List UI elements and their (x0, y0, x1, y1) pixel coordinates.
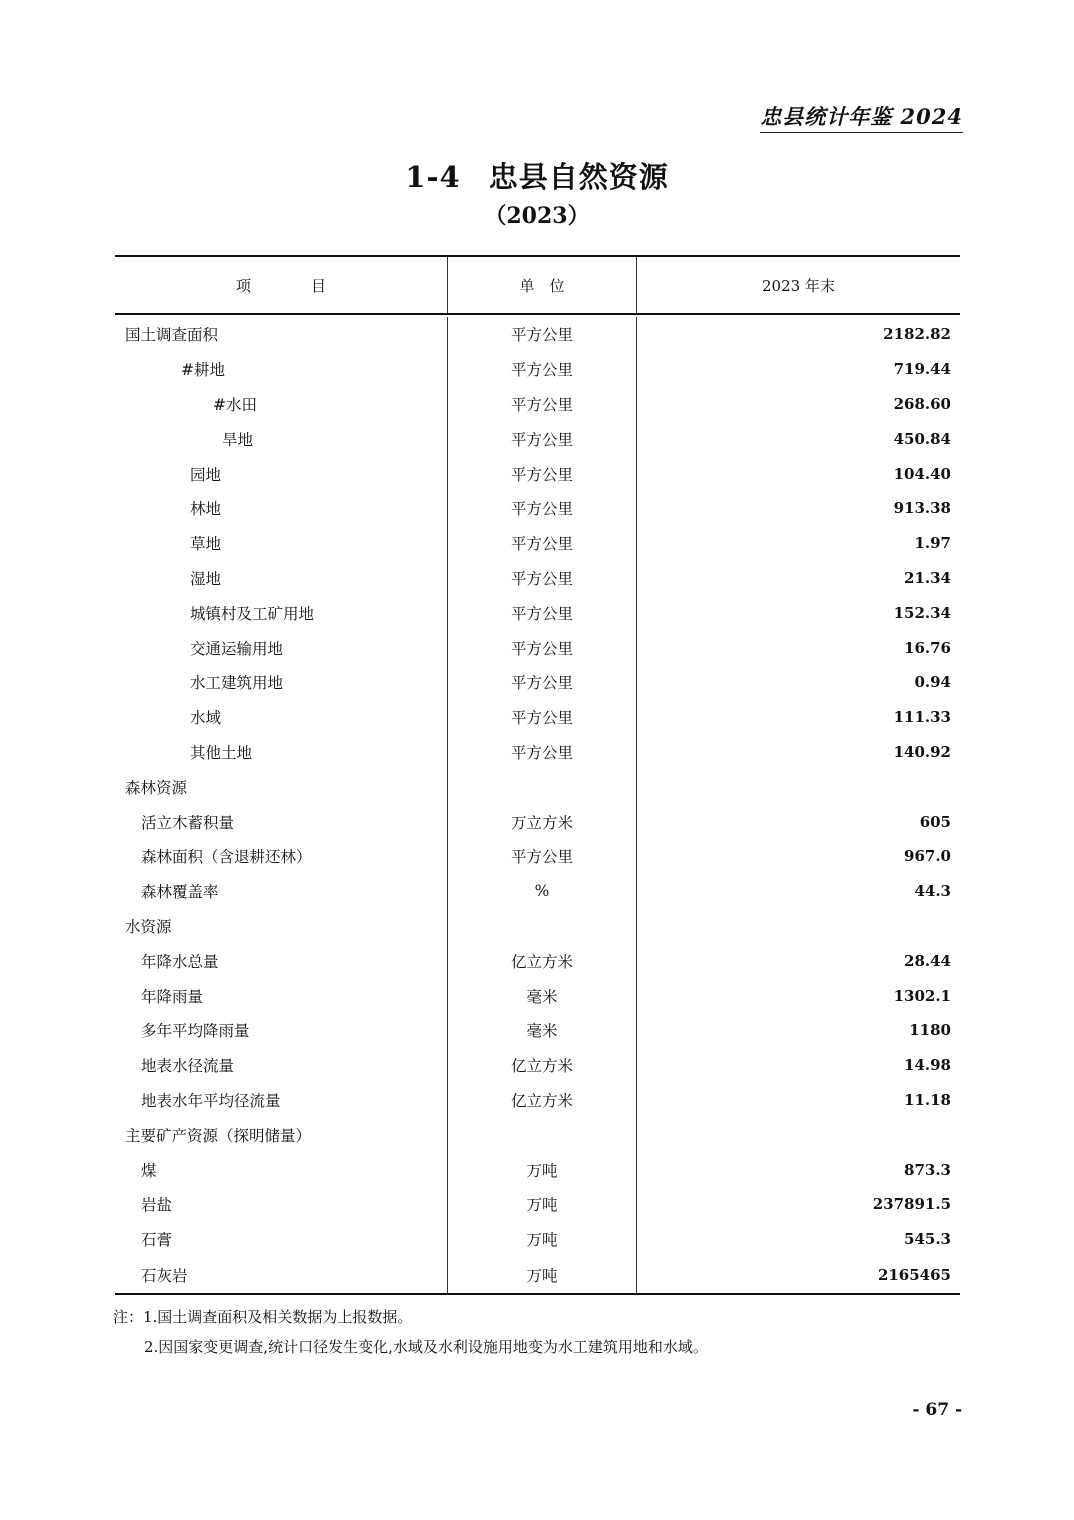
row-value: 967.0 (636, 839, 960, 874)
row-unit: 平方公里 (447, 700, 636, 735)
table-row (115, 1083, 960, 1118)
row-value (636, 1117, 960, 1152)
row-item: 石膏 (141, 1231, 173, 1250)
row-unit: 万立方米 (447, 804, 636, 839)
row-unit: 万吨 (447, 1187, 636, 1222)
table-title (0, 155, 1074, 196)
row-value: 104.40 (636, 456, 960, 491)
footnotes (113, 1302, 708, 1362)
row-value: 237891.5 (636, 1187, 960, 1222)
running-header: 忠县统计年鉴 2024 (760, 101, 963, 133)
row-item: 岩盐 (141, 1196, 173, 1215)
table-title-text: 忠县自然资源 (488, 160, 669, 194)
row-value: 44.3 (636, 874, 960, 909)
table-row (115, 561, 960, 596)
row-value: 111.33 (636, 700, 960, 735)
row-unit: % (447, 874, 636, 909)
row-unit: 平方公里 (447, 839, 636, 874)
table-subtitle: （2023） (484, 203, 590, 229)
row-value: 140.92 (636, 735, 960, 770)
row-item: 湿地 (190, 569, 222, 588)
row-value: 545.3 (636, 1222, 960, 1257)
row-value: 2165465 (636, 1257, 960, 1293)
row-value: 605 (636, 804, 960, 839)
footnote-2: 2.因国家变更调查,统计口径发生变化,水域及水利设施用地变为水工建筑用地和水域。 (144, 1338, 708, 1356)
row-unit: 平方公里 (447, 421, 636, 456)
row-item: 水工建筑用地 (190, 674, 284, 693)
row-item: 主要矿产资源（探明储量） (125, 1126, 312, 1145)
table-row (115, 700, 960, 735)
row-item: 水域 (190, 709, 222, 728)
row-unit: 平方公里 (447, 317, 636, 352)
row-unit: 平方公里 (447, 526, 636, 561)
row-unit: 万吨 (447, 1152, 636, 1187)
row-item: #水田 (213, 395, 257, 414)
row-unit: 平方公里 (447, 561, 636, 596)
row-item: 旱地 (222, 430, 254, 449)
row-item: 交通运输用地 (190, 639, 284, 658)
row-item: 森林面积（含退耕还林） (141, 848, 312, 867)
table-header-row (115, 257, 960, 315)
row-item: 地表水径流量 (141, 1057, 235, 1076)
table-row (115, 595, 960, 630)
row-unit: 平方公里 (447, 387, 636, 422)
row-item: 年降水总量 (141, 952, 219, 971)
table-row (115, 665, 960, 700)
row-item: 森林资源 (125, 778, 188, 797)
row-unit: 亿立方米 (447, 1048, 636, 1083)
row-item: 其他土地 (190, 743, 253, 762)
table-row (115, 387, 960, 422)
table-row (115, 1013, 960, 1048)
row-value: 152.34 (636, 595, 960, 630)
table-row (115, 526, 960, 561)
table-row (115, 978, 960, 1013)
row-value: 1302.1 (636, 978, 960, 1013)
header-unit: 单 位 (447, 257, 636, 313)
row-unit: 平方公里 (447, 491, 636, 526)
row-item: 地表水年平均径流量 (141, 1091, 281, 1110)
table-row (115, 1048, 960, 1083)
table-row (115, 804, 960, 839)
row-value: 873.3 (636, 1152, 960, 1187)
row-value: 14.98 (636, 1048, 960, 1083)
table-row (115, 456, 960, 491)
table-row (115, 352, 960, 387)
row-value: 28.44 (636, 943, 960, 978)
row-item: 林地 (190, 500, 222, 519)
table-row (115, 909, 960, 944)
row-value: 1180 (636, 1013, 960, 1048)
table-number: 1-4 (405, 160, 461, 194)
row-item: 园地 (190, 465, 222, 484)
row-value: 0.94 (636, 665, 960, 700)
row-unit: 毫米 (447, 1013, 636, 1048)
row-item: 城镇村及工矿用地 (190, 604, 315, 623)
row-value: 1.97 (636, 526, 960, 561)
row-item: 煤 (141, 1161, 157, 1180)
table-row (115, 1257, 960, 1293)
row-unit (447, 769, 636, 804)
row-unit: 平方公里 (447, 352, 636, 387)
row-value: 913.38 (636, 491, 960, 526)
row-unit: 亿立方米 (447, 943, 636, 978)
row-item: 石灰岩 (141, 1266, 188, 1285)
row-item: #耕地 (181, 361, 225, 380)
row-item: 活立木蓄积量 (141, 813, 235, 832)
table-row (115, 1117, 960, 1152)
table-row (115, 735, 960, 770)
row-unit: 平方公里 (447, 630, 636, 665)
table-row (115, 421, 960, 456)
row-value: 2182.82 (636, 317, 960, 352)
table-row (115, 1187, 960, 1222)
header-value: 2023 年末 (636, 257, 960, 313)
row-unit: 万吨 (447, 1257, 636, 1293)
footnote-1: 注：1.国土调查面积及相关数据为上报数据。 (113, 1308, 413, 1326)
table-row (115, 491, 960, 526)
table-row (115, 839, 960, 874)
table-body (115, 317, 960, 1293)
row-item: 年降雨量 (141, 987, 204, 1006)
row-value: 11.18 (636, 1083, 960, 1118)
row-value: 21.34 (636, 561, 960, 596)
row-value (636, 769, 960, 804)
row-value: 450.84 (636, 421, 960, 456)
row-unit (447, 1117, 636, 1152)
row-unit: 平方公里 (447, 595, 636, 630)
row-unit: 平方公里 (447, 456, 636, 491)
row-value: 16.76 (636, 630, 960, 665)
row-unit: 万吨 (447, 1222, 636, 1257)
row-value: 719.44 (636, 352, 960, 387)
row-unit (447, 909, 636, 944)
row-item: 草地 (190, 535, 222, 554)
table-row (115, 1222, 960, 1257)
row-value: 268.60 (636, 387, 960, 422)
row-item: 多年平均降雨量 (141, 1022, 250, 1041)
page-number: - 67 - (912, 1400, 962, 1420)
row-item: 水资源 (125, 917, 172, 936)
row-unit: 毫米 (447, 978, 636, 1013)
header-item: 项 目 (235, 276, 326, 295)
table-row (115, 630, 960, 665)
table-row (115, 943, 960, 978)
row-unit: 平方公里 (447, 735, 636, 770)
row-value (636, 909, 960, 944)
table-row (115, 1152, 960, 1187)
row-item: 森林覆盖率 (141, 883, 219, 902)
row-item: 国土调查面积 (125, 326, 219, 345)
row-unit: 平方公里 (447, 665, 636, 700)
table-row (115, 317, 960, 352)
row-unit: 亿立方米 (447, 1083, 636, 1118)
natural-resources-table (115, 255, 960, 1295)
table-row (115, 874, 960, 909)
table-row (115, 769, 960, 804)
